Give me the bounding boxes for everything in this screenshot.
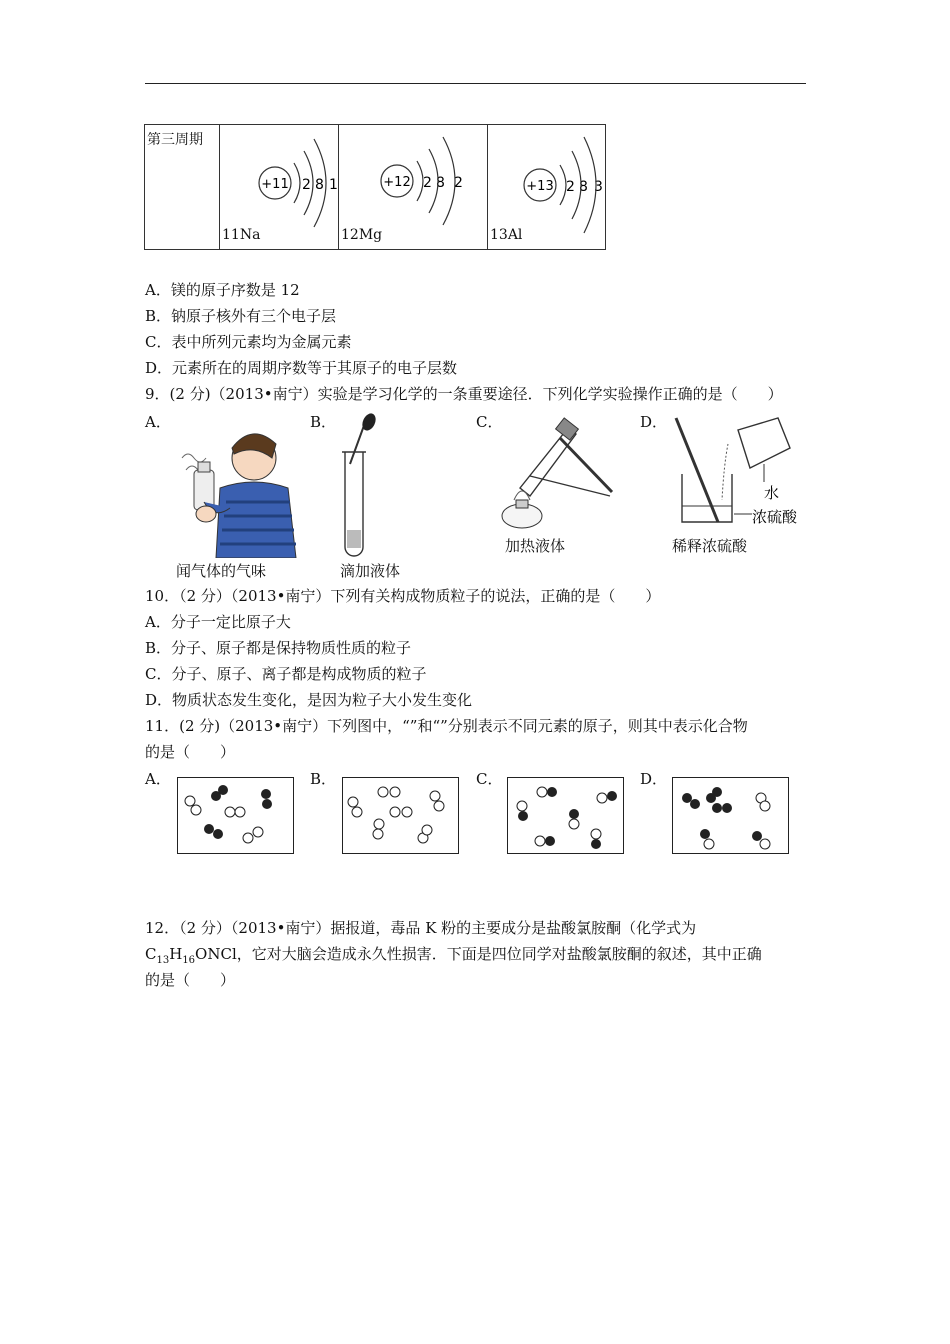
q12-line1: 12．（2 分）（2013•南宁）据报道，毒品 K 粉的主要成分是盐酸氯胺酮（化学式为 [145,919,697,937]
heat-liquid-illustration [500,416,620,531]
q10-option-c: C．分子、原子、离子都是构成物质的粒子 [145,665,427,683]
q10-option-a: A．分子一定比原子大 [145,613,291,631]
period-table [144,124,606,250]
element-name: 12Mg [341,227,383,243]
q9-label-d: D． [640,413,668,431]
q11-label-d: D． [640,770,668,788]
q11-label-b: B． [310,770,337,788]
element-cell-na [220,125,339,250]
q9-stem: 9．(2 分)（2013•南宁）实验是学习化学的一条重要途径．下列化学实验操作正确的是（ ） [145,385,783,403]
q9-label-a: A． [145,413,171,431]
q8-option-a: A．镁的原子序数是 12 [145,281,300,299]
element-cell-al [488,125,606,250]
shell-1: 2 [302,177,311,193]
q8-option-b: B．钠原子核外有三个电子层 [145,307,337,325]
q9-label-c: C． [476,413,503,431]
element-cell-mg [339,125,488,250]
q8-option-c: C．表中所列元素均为金属元素 [145,333,352,351]
q10-option-b: B．分子、原子都是保持物质性质的粒子 [145,639,412,657]
q11-stem-line2: 的是（ ） [145,743,236,761]
q12-line2 [145,944,762,971]
nucleus-label: +12 [383,175,411,190]
particle-box-c [507,777,624,854]
dilute-acid-illustration [668,414,798,529]
particle-box-d [672,777,789,854]
q9-caption-d: 稀释浓硫酸 [672,537,748,555]
shell-2: 8 [315,177,324,193]
row-label: 第三周期 [147,132,203,148]
element-name: 11Na [222,227,261,243]
q11-label-a: A． [145,770,171,788]
header-rule [145,83,806,84]
shell-1: 2 [566,179,575,195]
row-label-cell [145,125,220,250]
shell-2: 8 [436,175,445,191]
q8-option-d: D．元素所在的周期序数等于其原子的电子层数 [145,359,458,377]
particle-box-a [177,777,294,854]
q12-line2-rest: ，它对大脑会造成永久性损害．下面是四位同学对盐酸氯胺酮的叙述，其中正确 [236,945,762,963]
element-name: 13Al [490,227,523,243]
q9-caption-b: 滴加液体 [340,562,401,580]
nucleus-label: +13 [526,179,554,194]
add-liquid-illustration [330,412,390,557]
q9-label-b: B． [310,413,337,431]
particle-box-b [342,777,459,854]
shell-2: 8 [579,179,588,195]
acid-label: 浓硫酸 [752,508,798,526]
q11-stem-line1: 11．(2 分)（2013•南宁）下列图中，“”和“”分别表示不同元素的原子，则其中表示化合物 [145,717,748,735]
q10-stem: 10．（2 分）（2013•南宁）下列有关构成物质粒子的说法，正确的是（ ） [145,587,661,605]
water-label: 水 [764,484,780,502]
q11-label-c: C． [476,770,503,788]
formula-c-sub: 13 [156,955,170,966]
q10-option-d: D．物质状态发生变化，是因为粒子大小发生变化 [145,691,473,709]
formula-h: H [169,945,183,963]
formula-c: C [145,945,157,963]
formula-rest: ONCl [195,945,237,963]
formula-h-sub: 16 [182,955,196,966]
q9-caption-a: 闻气体的气味 [176,562,267,580]
shell-3: 2 [454,175,463,191]
smell-gas-illustration [172,418,302,558]
shell-1: 2 [423,175,432,191]
shell-3: 3 [594,179,603,195]
nucleus-label: +11 [261,177,289,192]
q12-line3: 的是（ ） [145,971,236,989]
q9-caption-c: 加热液体 [505,537,566,555]
shell-3: 1 [329,177,338,193]
